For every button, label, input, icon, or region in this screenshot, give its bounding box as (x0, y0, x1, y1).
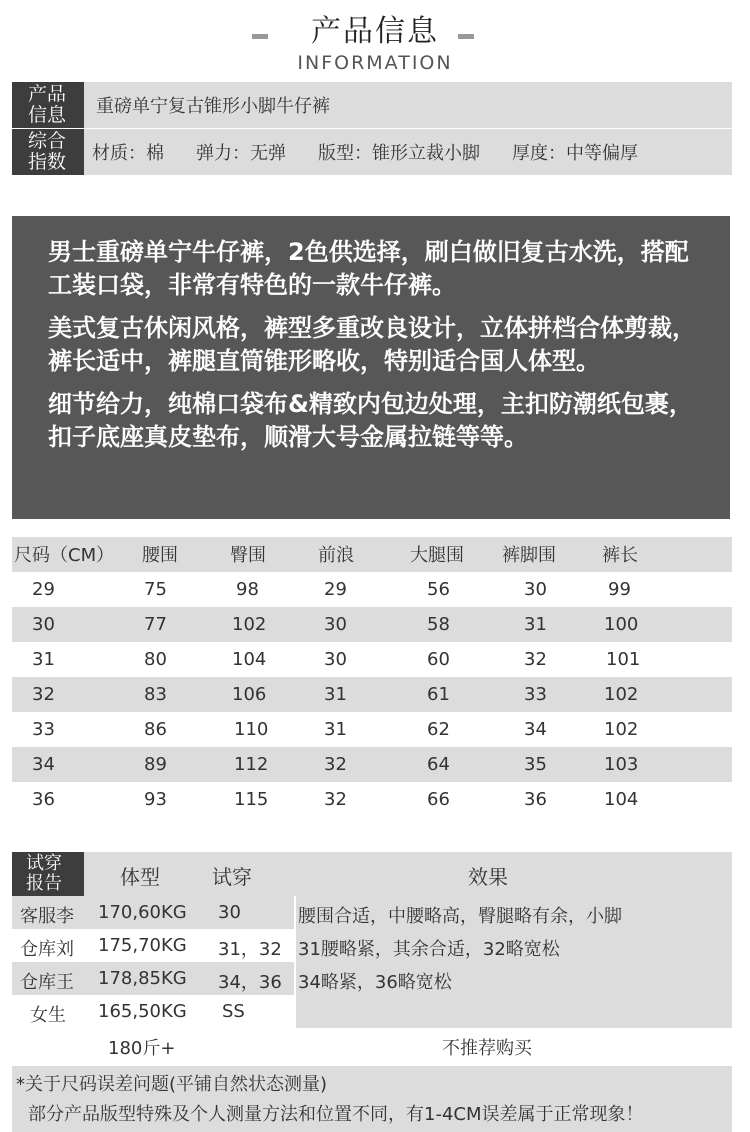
description-paragraph-2: 美式复古休闲风格，裤型多重改良设计，立体拼档合体剪裁，裤长适中，裤腿直筒锥形略收，特别适合国人体型。 (48, 314, 696, 375)
trial-report (12, 852, 732, 1061)
header-body: 体型 (120, 865, 160, 889)
table-row: 33 86 110 31 62 34 102 (32, 719, 639, 740)
size-table (12, 537, 732, 817)
product-info-row (12, 82, 732, 128)
table-row: 29 75 98 29 56 30 99 (32, 579, 631, 600)
trial-row: 女生 165,50KG SS (12, 995, 732, 1028)
table-row: 31 80 104 30 60 32 101 (32, 649, 641, 670)
elasticity-value: 弹力：无弹 (196, 143, 286, 164)
header-trial-size: 试穿 (212, 865, 252, 889)
trial-header (12, 852, 732, 896)
header-leg-opening: 裤脚围 (502, 545, 556, 566)
note-line-2: 部分产品版型特殊及个人测量方法和位置不同，有1-4CM误差属于正常现象！ (28, 1104, 644, 1125)
section-subtitle: INFORMATION (297, 52, 453, 74)
trial-row: 仓库王 178,85KG 34，36 34略紧，36略宽松 (12, 962, 732, 995)
header-front-rise: 前浪 (318, 545, 354, 566)
header-length: 裤长 (602, 545, 638, 566)
header-hip: 臀围 (230, 545, 266, 566)
table-row: 36 93 115 32 66 36 104 (32, 789, 639, 810)
description-paragraph-1: 男士重磅单宁牛仔裤，2色供选择，刷白做旧复古水洗，搭配工装口袋，非常有特色的一款牛仔裤。 (48, 238, 689, 299)
description-paragraph-3: 细节给力，纯棉口袋布&精致内包边处理，主扣防潮纸包裹，扣子底座真皮垫布，顺滑大号金属拉链等等。 (48, 390, 693, 451)
header-thigh: 大腿围 (410, 545, 464, 566)
trial-row: 180斤+ 不推荐购买 (108, 1038, 532, 1059)
thickness-value: 厚度：中等偏厚 (512, 143, 638, 164)
fit-value: 版型：锥形立裁小脚 (318, 143, 480, 164)
product-description (12, 216, 730, 519)
summary-values (92, 129, 638, 175)
section-header (0, 0, 750, 80)
product-name: 重磅单宁复古锥形小脚牛仔裤 (96, 96, 330, 117)
summary-row (12, 129, 732, 175)
size-error-note (12, 1066, 732, 1132)
table-row: 32 83 106 31 61 33 102 (12, 677, 732, 712)
table-row: 30 77 102 30 58 31 100 (12, 607, 732, 642)
product-info-tag: 产品 信息 (12, 82, 84, 128)
header-size: 尺码（CM） (14, 545, 115, 566)
section-title: 产品信息 (311, 14, 439, 49)
table-row: 34 89 112 32 64 35 103 (12, 747, 732, 782)
summary-tag: 综合 指数 (12, 129, 84, 175)
size-table-header (12, 537, 732, 572)
trial-row: 客服李 170,60KG 30 腰围合适，中腰略高，臀腿略有余，小脚 (12, 896, 732, 929)
header-waist: 腰围 (142, 545, 178, 566)
header-effect: 效果 (468, 865, 508, 889)
material-value: 材质：棉 (92, 143, 164, 164)
note-line-1: *关于尺码误差问题(平铺自然状态测量) (16, 1074, 328, 1095)
trial-row: 仓库刘 175,70KG 31，32 31腰略紧，其余合适，32略宽松 (12, 929, 732, 962)
title-dash-right (458, 34, 474, 39)
trial-tag: 试穿 报告 (12, 852, 84, 896)
